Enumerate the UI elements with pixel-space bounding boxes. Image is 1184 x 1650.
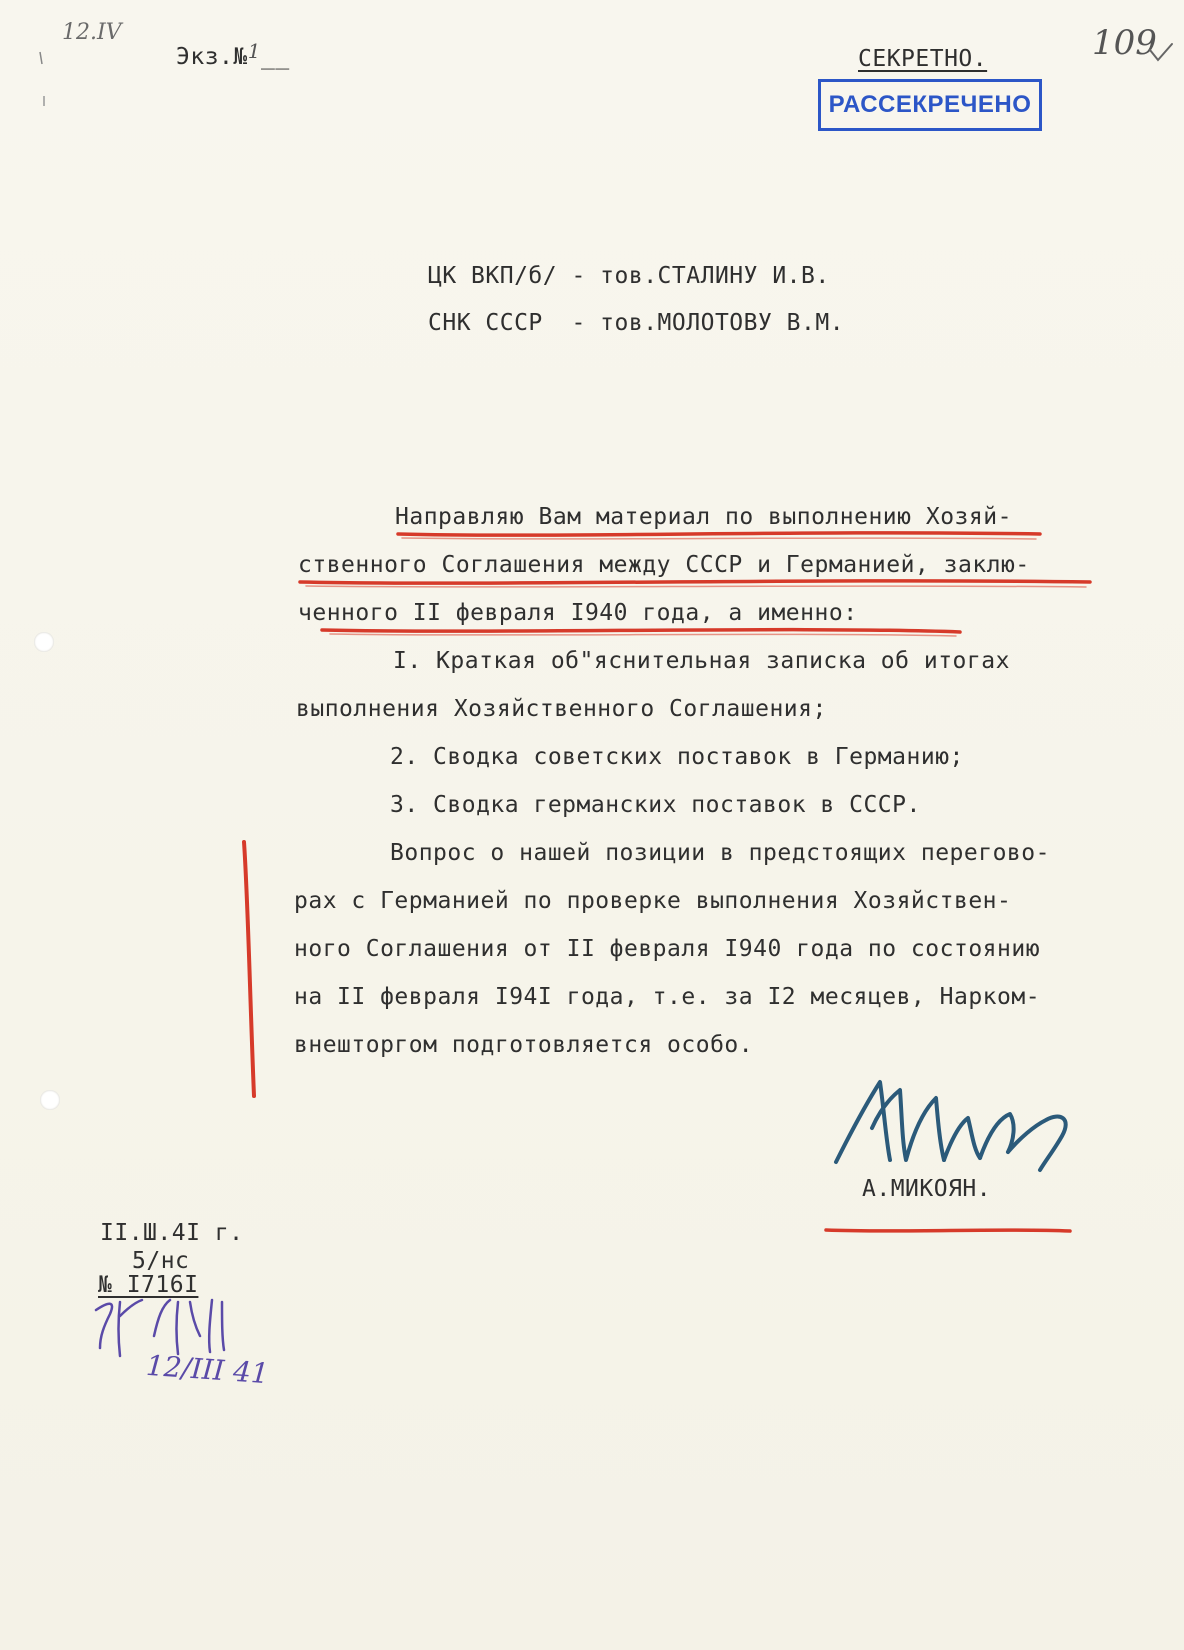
body-line-1: Направляю Вам материал по выполнению Хозяй-	[395, 504, 1012, 530]
red-underline-2	[300, 581, 1090, 583]
red-underline-3	[322, 630, 960, 632]
red-margin-line	[244, 842, 254, 1096]
copy-label: Экз.№	[176, 44, 248, 70]
body-item-1-cont: выполнения Хозяйственного Соглашения;	[296, 696, 827, 722]
body-item-3: 3. Сводка германских поставок в СССР.	[390, 792, 921, 818]
signature-name: А.МИКОЯН.	[862, 1176, 992, 1202]
copy-number-line	[176, 39, 290, 70]
body-item-1: I. Краткая об"яснительная записка об итогах	[393, 648, 1010, 674]
footer-reference: 5/нс	[132, 1248, 190, 1274]
addressee-stalin: ЦК ВКП/б/ - тов.СТАЛИНУ И.В.	[428, 263, 830, 289]
violet-initials	[96, 1300, 224, 1356]
body-line-12: внешторгом подготовляется особо.	[294, 1032, 754, 1058]
body-line-10: ного Соглашения от II февраля I940 года по состоянию	[294, 936, 1041, 962]
red-signature-underline	[826, 1230, 1070, 1231]
top-left-note: 12.IV	[62, 20, 122, 45]
body-line-8: Вопрос о нашей позиции в предстоящих перегово-	[390, 840, 1050, 866]
red-underline-3b	[330, 634, 956, 636]
signature-mark	[836, 1082, 1066, 1170]
copy-number: 1	[247, 39, 261, 63]
handwritten-date: 12/III 41	[145, 1348, 270, 1391]
declassified-stamp: РАССЕКРЕЧЕНО	[818, 79, 1042, 131]
footer-number: № I716I	[98, 1272, 199, 1298]
body-item-2: 2. Сводка советских поставок в Германию;	[390, 744, 964, 770]
body-line-2: ственного Соглашения между СССР и Германией, заклю-	[298, 552, 1030, 578]
body-line-11: на II февраля I94I года, т.е. за I2 месяцев, Нарком-	[294, 984, 1041, 1010]
punch-hole-top	[34, 632, 54, 652]
classification-label: СЕКРЕТНО.	[858, 46, 988, 72]
pencil-tick-1	[40, 52, 42, 64]
red-underline-1b	[402, 538, 1036, 539]
punch-hole-bottom	[40, 1090, 60, 1110]
red-underline-2b	[306, 586, 1086, 587]
red-underline-1	[398, 533, 1040, 535]
body-line-3: ченного II февраля I940 года, а именно:	[298, 600, 858, 626]
addressee-molotov: СНК СССР - тов.МОЛОТОВУ В.М.	[428, 310, 845, 336]
footer-date: II.Ш.4I г.	[100, 1220, 244, 1246]
copy-number-underline: __	[260, 44, 290, 70]
page-number: 109	[1092, 23, 1157, 63]
body-line-9: рах с Германией по проверке выполнения Хозяйствен-	[294, 888, 1012, 914]
